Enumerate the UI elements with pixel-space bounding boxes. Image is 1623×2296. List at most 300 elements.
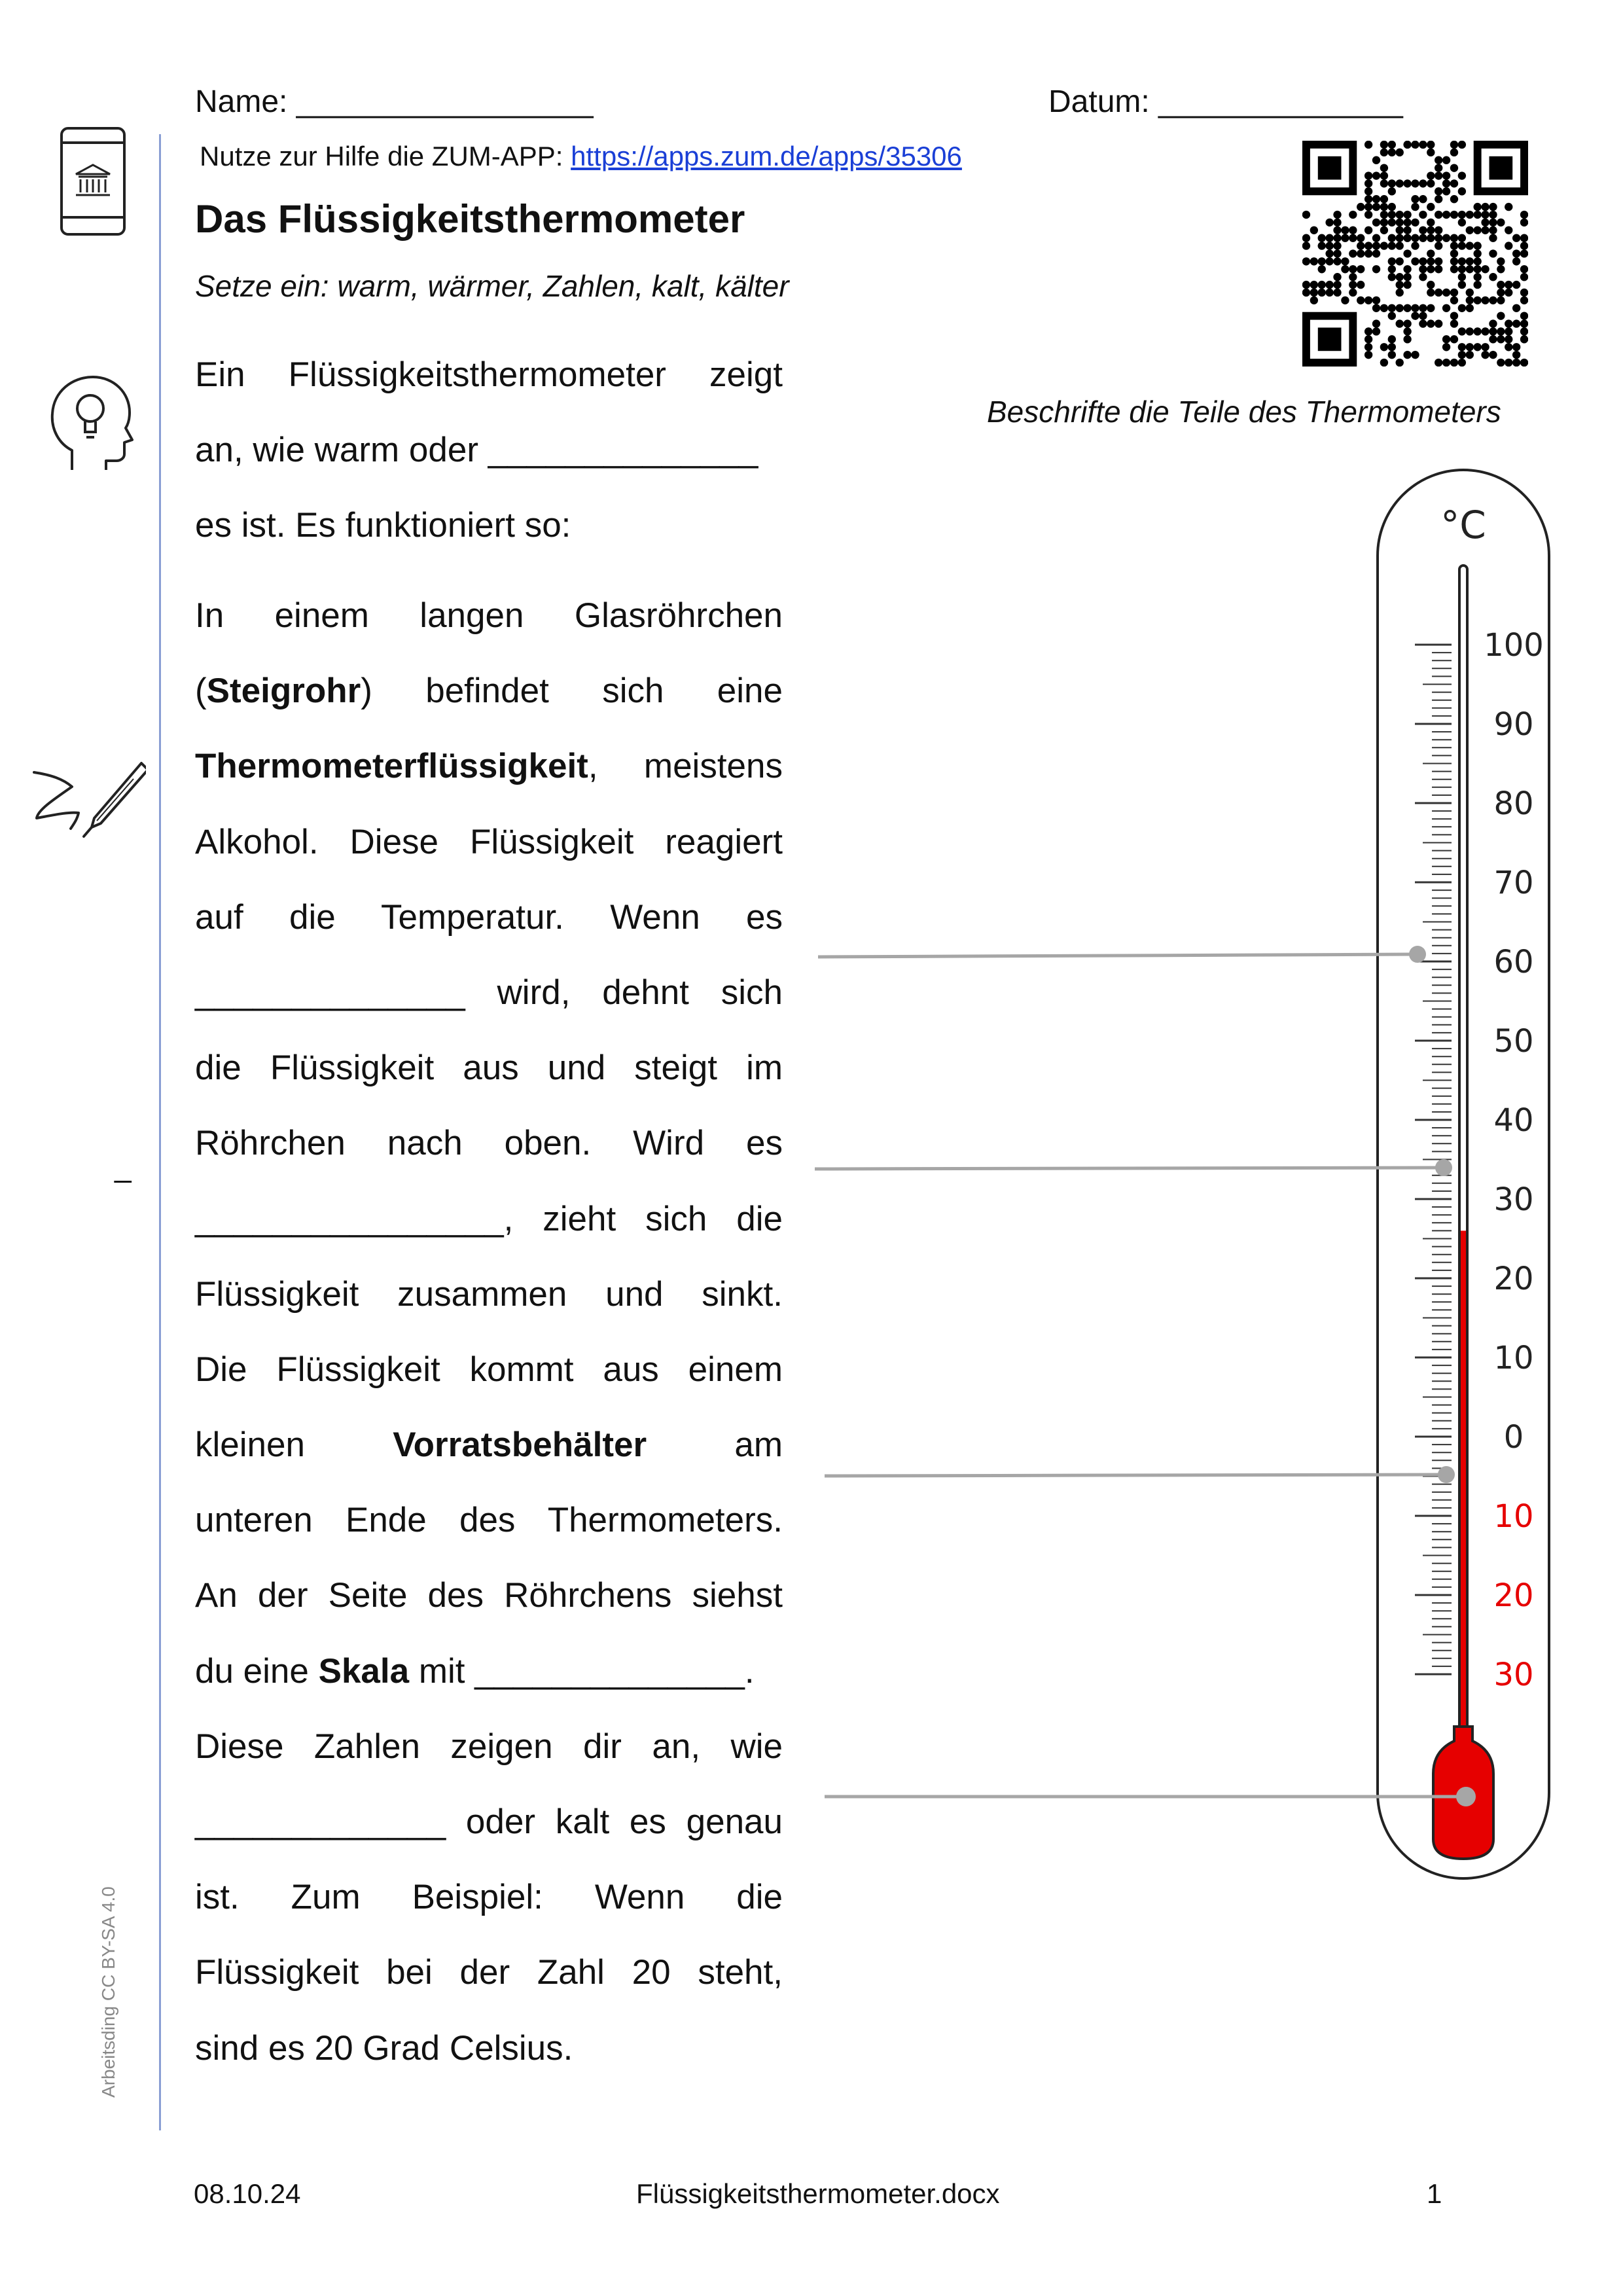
qr-module (1458, 257, 1466, 265)
qr-module (1435, 211, 1442, 219)
qr-module (1466, 289, 1474, 296)
qr-module (1364, 335, 1372, 343)
qr-module (1411, 195, 1419, 203)
qr-module (1481, 351, 1489, 359)
qr-module (1427, 141, 1435, 149)
text-line: Flüssigkeit zusammen und sinkt. (195, 1274, 783, 1314)
qr-module (1466, 351, 1474, 359)
qr-module (1458, 327, 1466, 335)
qr-module (1318, 265, 1326, 273)
text-line: In einem langen Glasröhrchen (195, 596, 783, 635)
qr-module (1481, 296, 1489, 304)
qr-module (1419, 211, 1427, 219)
qr-module (1450, 179, 1458, 187)
qr-module (1388, 149, 1396, 156)
qr-module (1341, 257, 1349, 265)
qr-module (1372, 249, 1380, 257)
qr-module (1512, 281, 1520, 289)
qr-module (1442, 211, 1450, 219)
text-line: unteren Ende des Thermometers. (195, 1501, 783, 1540)
qr-module (1372, 171, 1380, 179)
qr-module (1473, 203, 1481, 211)
qr-module (1450, 141, 1458, 149)
qr-module (1349, 249, 1357, 257)
text-line: Die Flüssigkeit kommt aus einem (195, 1350, 783, 1389)
qr-module (1372, 203, 1380, 211)
qr-module (1442, 234, 1450, 242)
qr-module (1380, 219, 1388, 226)
qr-module (1419, 257, 1427, 265)
text-line-blank: ________________, zieht sich die (195, 1199, 783, 1238)
qr-module (1520, 312, 1528, 319)
qr-module (1372, 265, 1380, 273)
qr-module (1333, 219, 1341, 226)
qr-module (1435, 359, 1442, 367)
qr-module (1442, 156, 1450, 164)
footer-page-number: 1 (1427, 2178, 1442, 2209)
qr-module (1505, 319, 1512, 327)
qr-module (1396, 226, 1404, 234)
qr-module (1372, 304, 1380, 312)
qr-module (1372, 156, 1380, 164)
qr-module (1450, 234, 1458, 242)
qr-module (1396, 304, 1404, 312)
qr-module (1435, 156, 1442, 164)
qr-module (1489, 203, 1497, 211)
qr-module (1380, 164, 1388, 171)
qr-module (1333, 249, 1341, 257)
pointer-line-tube (815, 1168, 1444, 1169)
qr-code[interactable] (1302, 141, 1528, 367)
qr-module (1435, 226, 1442, 234)
qr-module (1341, 234, 1349, 242)
text-line-blank: an, wie warm oder ______________ (195, 431, 758, 470)
qr-module (1473, 296, 1481, 304)
qr-module (1380, 304, 1388, 312)
qr-module (1450, 289, 1458, 296)
qr-module (1458, 219, 1466, 226)
qr-module (1388, 257, 1396, 265)
qr-module (1442, 335, 1450, 343)
qr-module (1349, 281, 1357, 289)
qr-module (1458, 171, 1466, 179)
qr-module (1520, 211, 1528, 219)
scale-label: 50 (1493, 1023, 1534, 1060)
qr-module (1357, 296, 1364, 304)
qr-module (1357, 203, 1364, 211)
qr-module (1396, 242, 1404, 249)
qr-module (1450, 312, 1458, 319)
qr-module (1419, 234, 1427, 242)
qr-module (1450, 257, 1458, 265)
qr-module (1512, 234, 1520, 242)
text-fragment: ( (195, 672, 207, 711)
qr-module (1396, 234, 1404, 242)
qr-module (1357, 249, 1364, 257)
qr-module (1520, 319, 1528, 327)
qr-module (1318, 234, 1326, 242)
qr-module (1318, 156, 1342, 180)
qr-module (1435, 234, 1442, 242)
qr-module (1380, 149, 1388, 156)
qr-module (1481, 211, 1489, 219)
qr-module (1505, 343, 1512, 351)
qr-module (1341, 296, 1349, 304)
qr-module (1372, 296, 1380, 304)
qr-module (1318, 328, 1342, 351)
qr-module (1481, 327, 1489, 335)
qr-module (1466, 296, 1474, 304)
qr-module (1466, 343, 1474, 351)
qr-module (1325, 249, 1333, 257)
qr-module (1427, 265, 1435, 273)
qr-module (1458, 234, 1466, 242)
qr-module (1473, 265, 1481, 273)
qr-module (1450, 149, 1458, 156)
qr-module (1442, 171, 1450, 179)
pen-writing-icon (31, 759, 146, 841)
qr-module (1349, 265, 1357, 273)
qr-module (1372, 234, 1380, 242)
qr-module (1364, 351, 1372, 359)
qr-module (1512, 257, 1520, 265)
qr-module (1497, 359, 1505, 367)
qr-module (1442, 187, 1450, 195)
qr-module (1419, 179, 1427, 187)
text-line: Alkohol. Diese Flüssigkeit reagiert (195, 822, 783, 861)
qr-module (1403, 265, 1411, 273)
qr-module (1497, 265, 1505, 273)
text-line-blank: ______________ wird, dehnt sich (195, 973, 783, 1012)
scale-label: 0 (1503, 1419, 1524, 1456)
app-hint (200, 141, 962, 172)
qr-module (1466, 242, 1474, 249)
qr-module (1341, 265, 1349, 273)
qr-module (1427, 319, 1435, 327)
qr-module (1512, 304, 1520, 312)
scale-label: 60 (1493, 944, 1534, 980)
qr-module (1520, 234, 1528, 242)
text-line (195, 728, 783, 804)
qr-module (1435, 242, 1442, 249)
qr-module (1466, 327, 1474, 335)
fill-in-instruction: Setze ein: warm, wärmer, Zahlen, kalt, kälter (195, 269, 789, 303)
qr-module (1435, 195, 1442, 203)
footer-date: 08.10.24 (194, 2178, 301, 2209)
qr-module (1419, 304, 1427, 312)
qr-module (1489, 156, 1513, 180)
qr-module (1419, 141, 1427, 149)
qr-module (1411, 242, 1419, 249)
qr-module (1427, 249, 1435, 257)
qr-module (1512, 319, 1520, 327)
qr-module (1403, 219, 1411, 226)
qr-module (1520, 289, 1528, 296)
qr-module (1333, 273, 1341, 281)
qr-module (1512, 359, 1520, 367)
qr-module (1349, 234, 1357, 242)
pointer-line-liquid (825, 1475, 1446, 1476)
qr-module (1489, 249, 1497, 257)
qr-module (1325, 219, 1333, 226)
term-skala: Skala (318, 1651, 410, 1691)
qr-module (1489, 351, 1497, 359)
qr-module (1403, 281, 1411, 289)
qr-module (1473, 249, 1481, 257)
qr-module (1450, 242, 1458, 249)
pointer-line-scale (818, 954, 1418, 957)
qr-module (1411, 351, 1419, 359)
qr-module (1333, 211, 1341, 219)
qr-module (1419, 195, 1427, 203)
qr-module (1419, 265, 1427, 273)
qr-module (1411, 141, 1419, 149)
qr-module (1489, 335, 1497, 343)
qr-module (1489, 296, 1497, 304)
qr-module (1520, 327, 1528, 335)
qr-module (1403, 319, 1411, 327)
term-vorratsbehaelter: Vorratsbehälter (393, 1426, 647, 1465)
text-line: auf die Temperatur. Wenn es (195, 897, 783, 937)
app-link[interactable]: https://apps.zum.de/apps/35306 (571, 141, 962, 171)
qr-module (1388, 343, 1396, 351)
qr-module (1364, 211, 1372, 219)
head-lightbulb-icon (46, 372, 137, 476)
qr-module (1302, 281, 1310, 289)
qr-module (1427, 257, 1435, 265)
qr-module (1364, 343, 1372, 351)
qr-module (1458, 211, 1466, 219)
qr-module (1489, 226, 1497, 234)
qr-module (1458, 281, 1466, 289)
qr-module (1372, 242, 1380, 249)
qr-module (1520, 273, 1528, 281)
qr-module (1349, 226, 1357, 234)
qr-module (1388, 312, 1396, 319)
qr-module (1380, 226, 1388, 234)
license-note: Arbeitsding CC BY-SA 4.0 (98, 1886, 118, 2098)
qr-module (1411, 203, 1419, 211)
qr-module (1497, 257, 1505, 265)
qr-module (1388, 187, 1396, 195)
qr-module (1466, 226, 1474, 234)
qr-module (1481, 343, 1489, 351)
qr-module (1302, 211, 1310, 219)
qr-module (1489, 219, 1497, 226)
qr-module (1466, 304, 1474, 312)
date-field: Datum: ______________ (1048, 84, 1403, 119)
qr-module (1458, 265, 1466, 273)
qr-module (1411, 219, 1419, 226)
qr-module (1403, 327, 1411, 335)
qr-module (1520, 296, 1528, 304)
qr-module (1325, 289, 1333, 296)
qr-module (1497, 289, 1505, 296)
qr-module (1497, 327, 1505, 335)
qr-module (1473, 281, 1481, 289)
qr-module (1396, 257, 1404, 265)
qr-module (1310, 257, 1318, 265)
qr-module (1302, 234, 1310, 242)
qr-module (1505, 335, 1512, 343)
text-line-blank (195, 1634, 783, 1709)
qr-module (1473, 327, 1481, 335)
qr-module (1318, 289, 1326, 296)
text-line-blank: _____________ oder kalt es genau (195, 1803, 783, 1841)
qr-module (1388, 242, 1396, 249)
qr-module (1435, 289, 1442, 296)
text-line: Röhrchen nach oben. Wird es (195, 1124, 783, 1163)
qr-module (1333, 281, 1341, 289)
qr-module (1372, 327, 1380, 335)
qr-module (1333, 226, 1341, 234)
qr-module (1427, 304, 1435, 312)
pointer-dot (1409, 946, 1426, 963)
qr-module (1466, 265, 1474, 273)
qr-module (1357, 265, 1364, 273)
qr-module (1481, 226, 1489, 234)
qr-module (1364, 171, 1372, 179)
footer-filename: Flüssigkeitsthermometer.docx (636, 2178, 1000, 2209)
qr-module (1310, 289, 1318, 296)
text-fragment: mit ______________. (409, 1651, 755, 1691)
text-line: sind es 20 Grad Celsius. (195, 2028, 573, 2068)
qr-module (1302, 242, 1310, 249)
qr-module (1388, 351, 1396, 359)
qr-module (1349, 289, 1357, 296)
app-hint-text: Nutze zur Hilfe die ZUM-APP: (200, 141, 571, 171)
qr-module (1396, 211, 1404, 219)
text-line: Ein Flüssigkeitsthermometer zeigt (195, 355, 783, 394)
qr-module (1403, 273, 1411, 281)
qr-module (1380, 195, 1388, 203)
qr-module (1333, 242, 1341, 249)
qr-module (1388, 234, 1396, 242)
qr-module (1520, 265, 1528, 273)
qr-module (1427, 149, 1435, 156)
qr-module (1302, 289, 1310, 296)
pointer-dot (1435, 1159, 1452, 1176)
qr-module (1435, 265, 1442, 273)
scale-label: 90 (1493, 706, 1534, 743)
text-fragment: kleinen (195, 1426, 305, 1465)
term-steigrohr: Steigrohr (206, 672, 361, 711)
qr-module (1489, 327, 1497, 335)
qr-module (1435, 187, 1442, 195)
qr-module (1489, 211, 1497, 219)
qr-module (1396, 219, 1404, 226)
qr-module (1427, 219, 1435, 226)
qr-module (1520, 242, 1528, 249)
qr-module (1520, 249, 1528, 257)
qr-module (1442, 359, 1450, 367)
qr-module (1380, 171, 1388, 179)
qr-module (1481, 265, 1489, 273)
qr-module (1473, 242, 1481, 249)
qr-module (1349, 273, 1357, 281)
qr-module (1411, 304, 1419, 312)
qr-module (1435, 171, 1442, 179)
qr-module (1466, 211, 1474, 219)
liquid-column (1461, 1230, 1466, 1731)
qr-module (1458, 343, 1466, 351)
scale-label: 20 (1493, 1577, 1534, 1614)
qr-module (1333, 234, 1341, 242)
qr-module (1364, 249, 1372, 257)
qr-module (1435, 164, 1442, 171)
qr-module (1396, 289, 1404, 296)
qr-module (1318, 242, 1326, 249)
qr-module (1403, 179, 1411, 187)
qr-module (1489, 273, 1497, 281)
scale-label: 70 (1493, 865, 1534, 901)
qr-module (1411, 179, 1419, 187)
qr-module (1403, 249, 1411, 257)
qr-module (1419, 319, 1427, 327)
qr-module (1396, 149, 1404, 156)
qr-module (1505, 327, 1512, 335)
qr-module (1364, 242, 1372, 249)
text-line: ist. Zum Beispiel: Wenn die (195, 1878, 783, 1917)
intro-paragraph (195, 337, 783, 564)
qr-module (1419, 226, 1427, 234)
qr-module (1505, 226, 1512, 234)
qr-module (1403, 351, 1411, 359)
scale-label: 30 (1493, 1657, 1534, 1693)
scale-label: 30 (1493, 1181, 1534, 1218)
qr-module (1442, 304, 1450, 312)
scale-label: 10 (1493, 1498, 1534, 1535)
qr-module (1364, 195, 1372, 203)
qr-module (1372, 319, 1380, 327)
qr-module (1512, 351, 1520, 359)
qr-module (1450, 359, 1458, 367)
qr-module (1442, 343, 1450, 351)
qr-module (1505, 242, 1512, 249)
qr-module (1512, 249, 1520, 257)
text-fragment: du eine (195, 1651, 319, 1691)
thermometer-diagram (785, 458, 1603, 1911)
qr-module (1505, 203, 1512, 211)
text-line: Diese Zahlen zeigen dir an, wie (195, 1727, 783, 1766)
text-fragment: ) befindet sich eine (361, 672, 783, 711)
qr-module (1458, 273, 1466, 281)
qr-module (1505, 289, 1512, 296)
qr-module (1396, 179, 1404, 187)
qr-module (1318, 281, 1326, 289)
qr-module (1512, 343, 1520, 351)
qr-module (1442, 289, 1450, 296)
name-field: Name: _________________ (195, 84, 594, 119)
qr-module (1388, 335, 1396, 343)
qr-module (1380, 343, 1388, 351)
qr-module (1380, 179, 1388, 187)
qr-module (1520, 219, 1528, 226)
text-line: An der Seite des Röhrchens siehst (195, 1576, 783, 1615)
qr-module (1497, 312, 1505, 319)
qr-module (1364, 327, 1372, 335)
text-fragment: am (734, 1426, 783, 1465)
qr-module (1403, 335, 1411, 343)
qr-module (1458, 187, 1466, 195)
qr-module (1364, 179, 1372, 187)
qr-module (1427, 226, 1435, 234)
qr-module (1489, 319, 1497, 327)
qr-module (1473, 211, 1481, 219)
qr-module (1458, 359, 1466, 367)
qr-module (1505, 281, 1512, 289)
qr-module (1481, 219, 1489, 226)
